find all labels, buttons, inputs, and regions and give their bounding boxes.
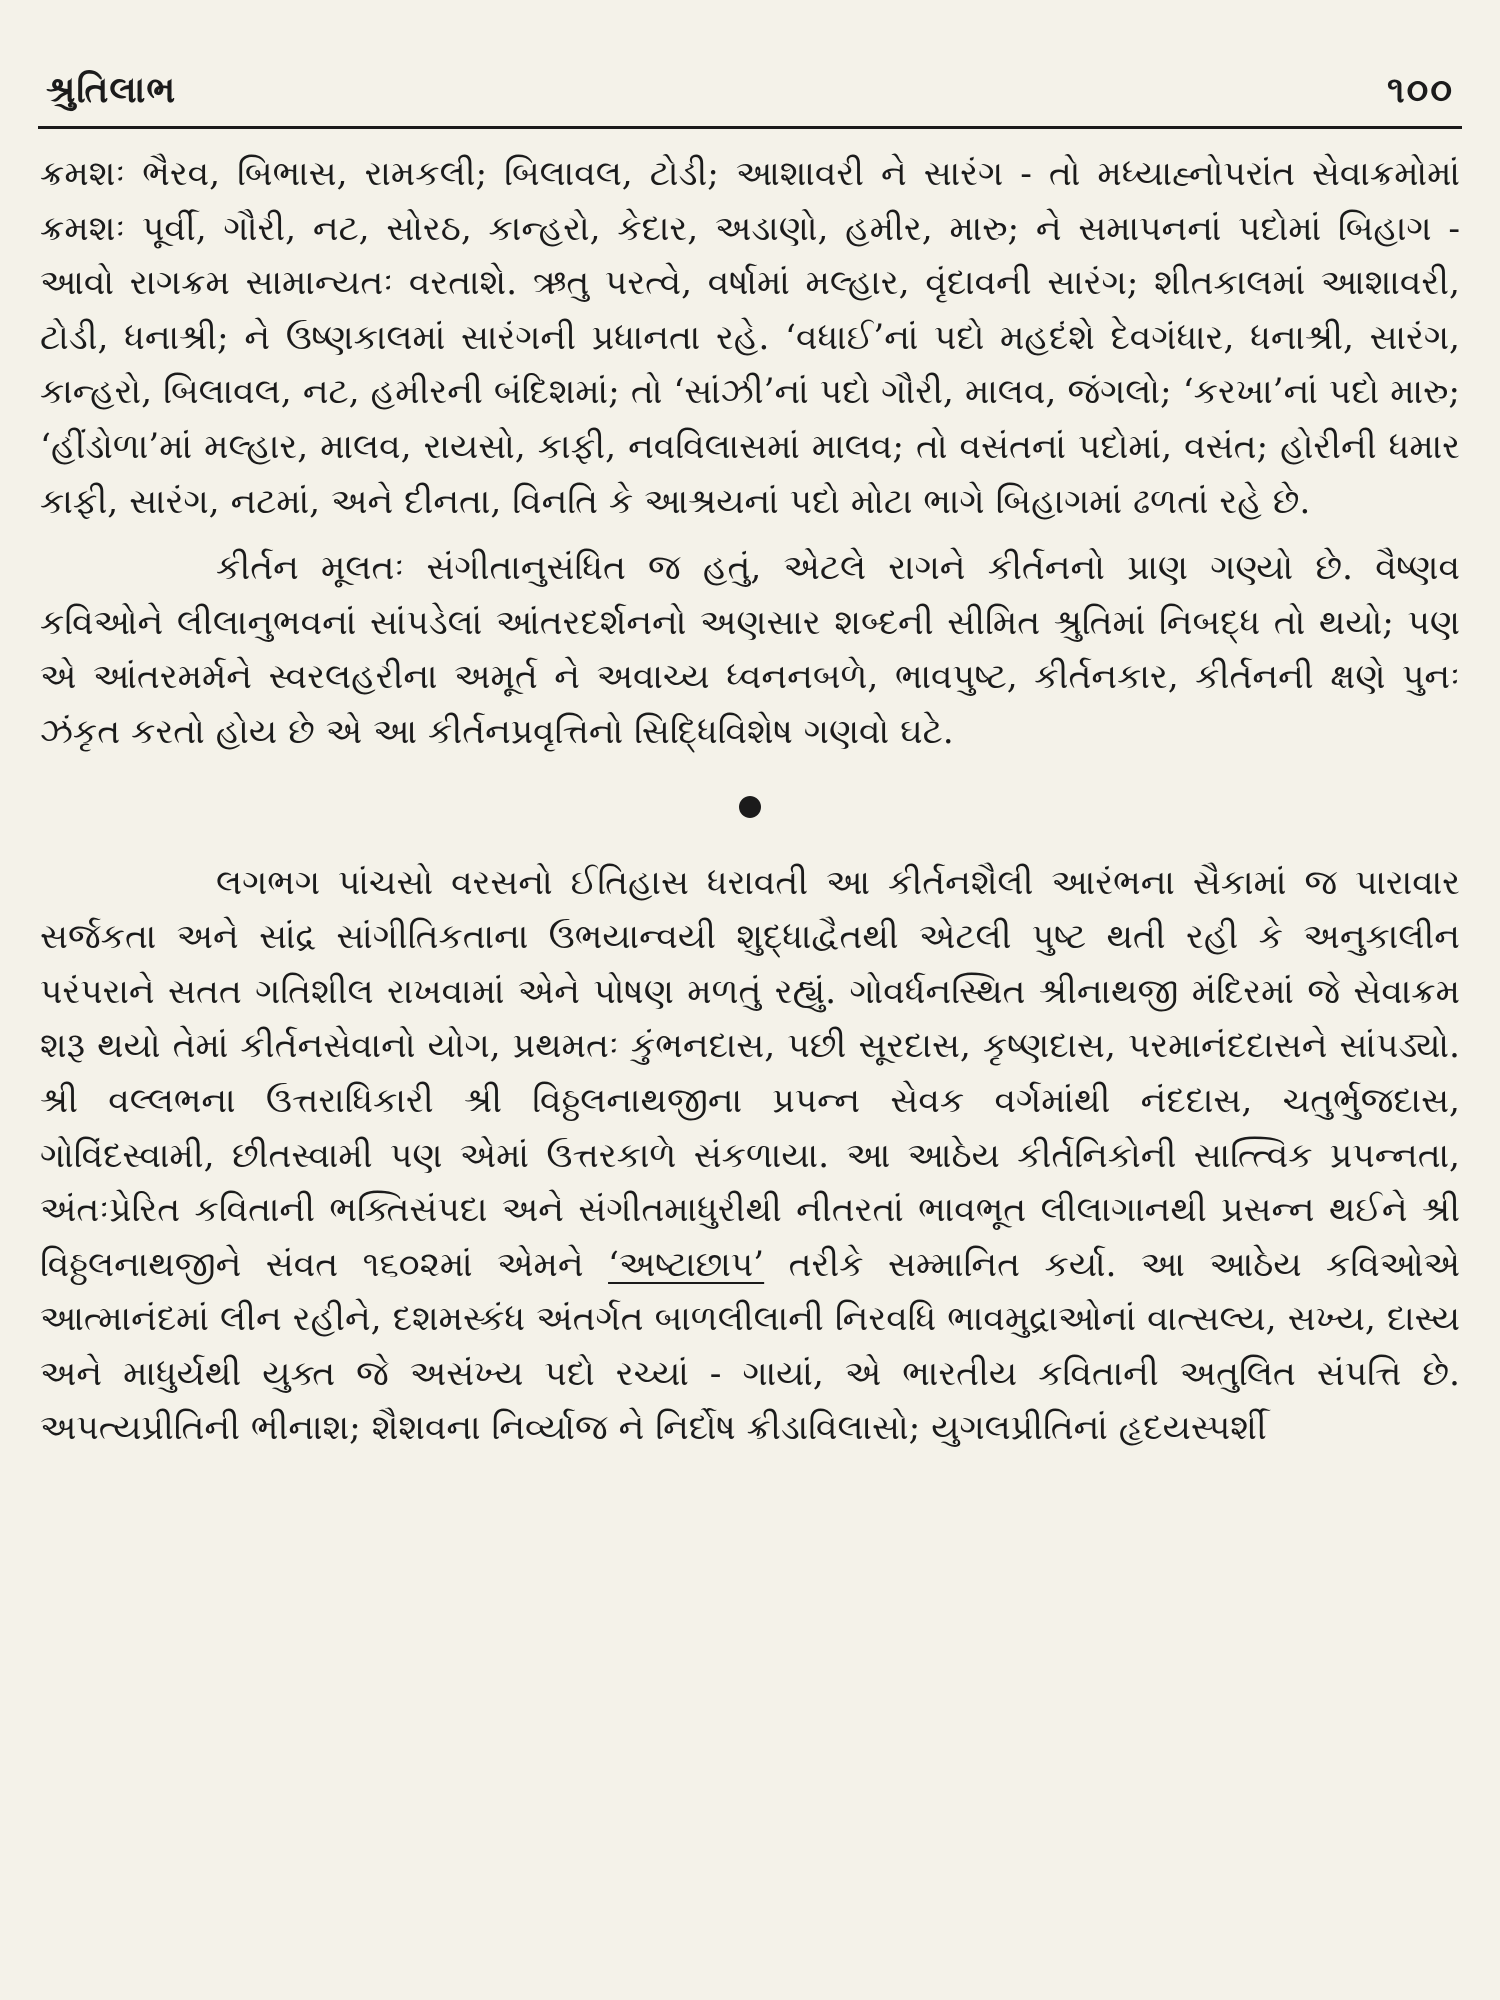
paragraph-text-before: લગભગ પાંચસો વરસનો ઈતિહાસ ધરાવતી આ કીર્તનશૈલી આરંભના સૈકામાં જ પારાવાર સર્જકતા અને સાંદ્ર સાંગીતિકતાના ઉભયાન્વયી શુદ્ધાદ્વૈતથી એટલી પુષ્ટ થતી રહી કે અનુકાલીન પરંપરાને સતત ગતિશીલ રાખવામાં એને પોષણ મળતું રહ્યું. ગોવર્ધનસ્થિત શ્રીનાથજી મંદિરમાં જે સેવાક્રમ શરૂ થયો તેમાં કીર્તનસેવાનો યોગ, પ્રથમતઃ કુંભનદાસ, પછી સૂરદાસ, કૃષ્ણદાસ, પરમાનંદદાસને સાંપડ્યો. શ્રી વલ્લભના ઉત્તરાધિકારી શ્રી વિઠ્ઠલનાથજીના પ્રપન્ન સેવક વર્ગમાંથી નંદદાસ, ચતુર્ભુજદાસ, ગોવિંદસ્વામી, છીતસ્વામી પણ એમાં ઉત્તરકાળે સંકળાયા. આ આઠેય કીર્તનિકોની સાત્ત્વિક પ્રપન્નતા, અંતઃપ્રેરિત કવિતાની ભક્તિસંપદા અને સંગીતમાધુરીથી નીતરતાં ભાવભૂત લીલાગાનથી પ્રસન્ન થઈને શ્રી વિઠ્ઠલનાથજીને સંવત ૧૬૦૨માં એમને <box>40 862 1460 1285</box>
underlined-term: ‘અષ્ટાછાપ’ <box>608 1244 765 1285</box>
paragraph-raga-order: ક્રમશઃ ભૈરવ, બિભાસ, રામકલી; બિલાવલ, ટોડી; આશાવરી ને સારંગ - તો મધ્યાહ્નોપરાંત સેવાક્રમોમાં ક્રમશઃ પૂર્વી, ગૌરી, નટ, સોરઠ, કાન્હરો, કેદાર, અડાણો, હમીર, મારુ; ને સમાપનનાં પદોમાં બિહાગ - આવો રાગક્રમ સામાન્યતઃ વરતાશે. ઋતુ પરત્વે, વર્ષામાં મલ્હાર, વૃંદાવની સારંગ; શીતકાલમાં આશાવરી, ટોડી, ધનાશ્રી; ને ઉષ્ણકાલમાં સારંગની પ્રધાનતા રહે. ‘વધાઈ’નાં પદો મહદંશે દેવગંધાર, ધનાશ્રી, સારંગ, કાન્હરો, બિલાવલ, નટ, હમીરની બંદિશમાં; તો ‘સાંઝી’નાં પદો ગૌરી, માલવ, જંગલો; ‘કરખા’નાં પદો મારુ; ‘હીંડોળા’માં મલ્હાર, માલવ, રાયસો, કાફી, નવવિલાસમાં માલવ; તો વસંતનાં પદોમાં, વસંત; હોરીની ધમાર કાફી, સારંગ, નટમાં, અને દીનતા, વિનતિ કે આશ્રયનાં પદો મોટા ભાગે બિહાગમાં ઢળતાં રહે છે. <box>40 154 1460 522</box>
running-header <box>38 40 1462 112</box>
paragraph-text-after: તરીકે સમ્માનિત કર્યા. આ આઠેય કવિઓએ આત્માનંદમાં લીન રહીને, દશમસ્કંધ અંતર્ગત બાળલીલાની નિરવધિ ભાવમુદ્રાઓનાં વાત્સલ્ય, સખ્ય, દાસ્ય અને માધુર્યથી યુક્ત જે અસંખ્ય પદો રચ્યાં - ગાયાં, એ ભારતીય કવિતાની અતુલિત સંપત્તિ છે. અપત્યપ્રીતિની ભીનાશ; શૈશવના નિર્વ્યાજ ને નિર્દોષ ક્રીડાવિલાસો; યુગલપ્રીતિનાં હૃદયસ્પર્શી <box>40 1244 1460 1449</box>
paragraph-kirtan-music: કીર્તન મૂલતઃ સંગીતાનુસંધિત જ હતું, એટલે રાગને કીર્તનનો પ્રાણ ગણ્યો છે. વૈષ્ણવ કવિઓને લીલાનુભવનાં સાંપડેલાં આંતરદર્શનનો અણસાર શબ્દની સીમિત શ્રુતિમાં નિબદ્ધ તો થયો; પણ એ આંતરમર્મને સ્વરલહરીના અમૂર્ત ને અવાચ્ય ધ્વનનબળે, ભાવપુષ્ટ, કીર્તનકાર, કીર્તનની ક્ષણે પુનઃ ઝંકૃત કરતો હોય છે એ આ કીર્તનપ્રવૃત્તિનો સિદ્ધિવિશેષ ગણવો ઘટે. <box>40 548 1460 752</box>
body-text <box>38 147 1462 1456</box>
header-rule <box>38 126 1462 129</box>
section-separator <box>40 766 1460 848</box>
page-number: ૧૦૦ <box>1387 69 1454 111</box>
paragraph-ashtachhap-history <box>40 856 1460 1457</box>
running-title: શ્રુતિલાભ <box>46 69 177 111</box>
separator-dot-icon <box>739 796 761 818</box>
